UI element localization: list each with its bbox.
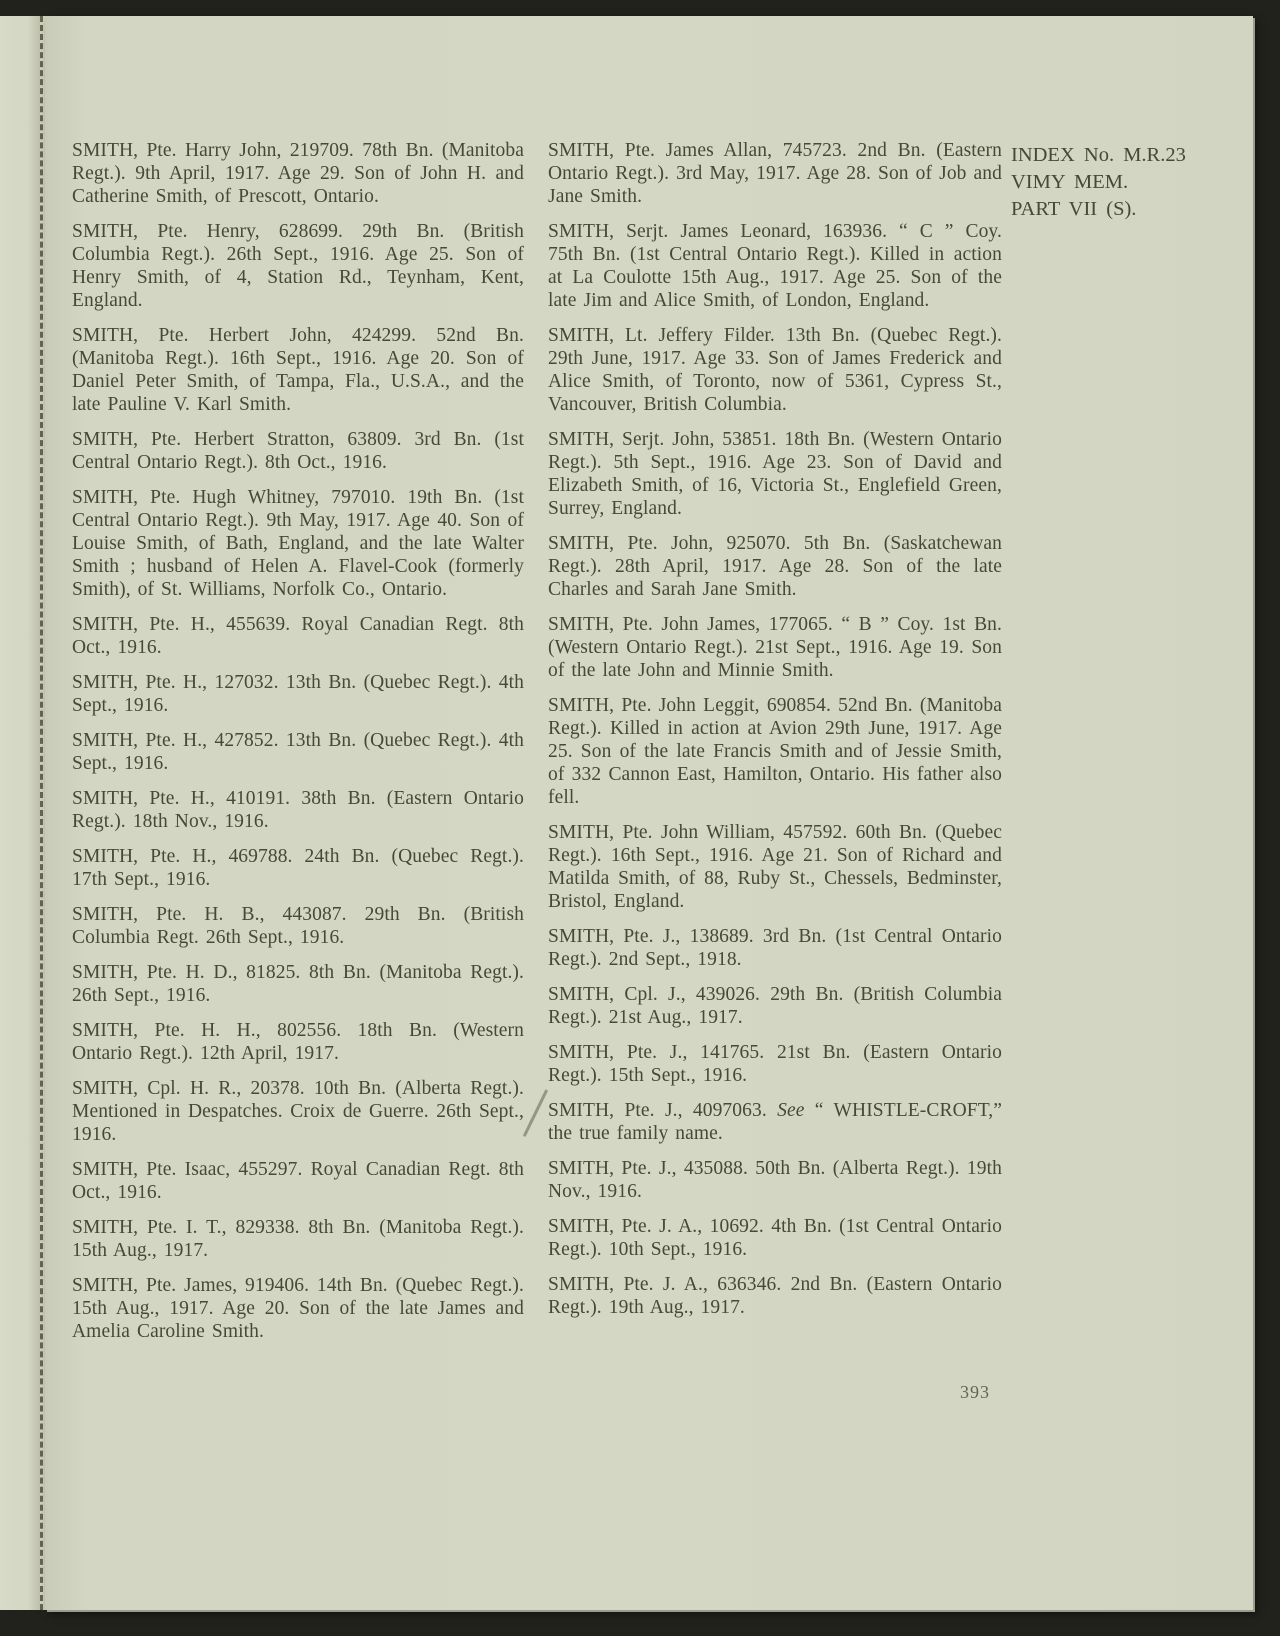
register-entry: SMITH, Lt. Jeffery Filder. 13th Bn. (Quebec Regt.). 29th June, 1917. Age 33. Son of James Frederick and Alice Smith, of Toronto, now of 5361, Cypress St., Vancouver, British Columbia. [548,325,1002,415]
register-entry: SMITH, Pte. John William, 457592. 60th Bn. (Quebec Regt.). 16th Sept., 1916. Age 21. Son of Richard and Matilda Smith, of 88, Ruby St., Chessels, Bedminster, Bristol, England. [548,822,1002,912]
entry-text-segment: SMITH, Pte. J., 4097063. [548,1100,778,1121]
memorial-name: VIMY MEM. [1011,171,1129,193]
register-entry: SMITH, Pte. H., 455639. Royal Canadian Regt. 8th Oct., 1916. [72,614,524,658]
register-entry: SMITH, Pte. Hugh Whitney, 797010. 19th Bn. (1st Central Ontario Regt.). 9th May, 1917. Age 40. Son of Louise Smith, of Bath, England, and the late Walter Smith ; husband of Helen A. Flavel-Cook (formerly Smith), of St. Williams, Norfolk Co., Ontario. [72,487,524,600]
register-entry: SMITH, Pte. J., 435088. 50th Bn. (Alberta Regt.). 19th Nov., 1916. [548,1158,1002,1202]
page-number: 393 [960,1382,990,1402]
pencil-checkmark [523,1089,548,1137]
register-entry: SMITH, Pte. Herbert Stratton, 63809. 3rd Bn. (1st Central Ontario Regt.). 8th Oct., 1916. [72,429,524,473]
index-header [1011,142,1241,223]
part-label: PART VII (S). [1011,198,1137,220]
index-number: INDEX No. M.R.23 [1011,144,1186,166]
entry-text-segment: “ WHISTLE-CROFT,” the true family name. [548,1100,1002,1144]
register-entry: SMITH, Cpl. J., 439026. 29th Bn. (British Columbia Regt.). 21st Aug., 1917. [548,984,1002,1028]
register-entry: SMITH, Pte. H. B., 443087. 29th Bn. (British Columbia Regt. 26th Sept., 1916. [72,904,524,948]
register-entry: SMITH, Pte. H., 427852. 13th Bn. (Quebec Regt.). 4th Sept., 1916. [72,730,524,774]
right-column [548,139,1002,1331]
register-entry: SMITH, Serjt. James Leonard, 163936. “ C ” Coy. 75th Bn. (1st Central Ontario Regt.). Killed in action at La Coulotte 15th Aug., 1917. Age 25. Son of the late Jim and Alice Smith, of London, England. [548,221,1002,311]
register-entry: SMITH, Pte. J. A., 10692. 4th Bn. (1st Central Ontario Regt.). 10th Sept., 1916. [548,1216,1002,1260]
register-entry: SMITH, Pte. H., 127032. 13th Bn. (Quebec Regt.). 4th Sept., 1916. [72,672,524,716]
register-entry: SMITH, Pte. J., 141765. 21st Bn. (Eastern Ontario Regt.). 15th Sept., 1916. [548,1042,1002,1086]
register-entry: SMITH, Cpl. H. R., 20378. 10th Bn. (Alberta Regt.). Mentioned in Despatches. Croix de Guerre. 26th Sept., 1916. [72,1078,524,1145]
register-page [45,16,1253,1610]
register-entry: SMITH, Pte. H., 469788. 24th Bn. (Quebec Regt.). 17th Sept., 1916. [72,846,524,890]
register-entry: SMITH, Pte. Isaac, 455297. Royal Canadian Regt. 8th Oct., 1916. [72,1159,524,1203]
register-entry: SMITH, Pte. J. A., 636346. 2nd Bn. (Eastern Ontario Regt.). 19th Aug., 1917. [548,1274,1002,1318]
register-entry: SMITH, Pte. J., 138689. 3rd Bn. (1st Central Ontario Regt.). 2nd Sept., 1918. [548,926,1002,970]
register-entry: SMITH, Pte. H. H., 802556. 18th Bn. (Western Ontario Regt.). 12th April, 1917. [72,1020,524,1064]
left-column [72,139,524,1355]
register-entry: SMITH, Pte. I. T., 829338. 8th Bn. (Manitoba Regt.). 15th Aug., 1917. [72,1217,524,1261]
register-entry: SMITH, Pte. H., 410191. 38th Bn. (Eastern Ontario Regt.). 18th Nov., 1916. [72,788,524,832]
register-entry: SMITH, Pte. John James, 177065. “ B ” Coy. 1st Bn. (Western Ontario Regt.). 21st Sept., 1916. Age 19. Son of the late John and Minnie Smith. [548,614,1002,681]
register-entry: SMITH, Serjt. John, 53851. 18th Bn. (Western Ontario Regt.). 5th Sept., 1916. Age 23. Son of David and Elizabeth Smith, of 16, Victoria St., Englefield Green, Surrey, England. [548,429,1002,519]
register-entry: SMITH, Pte. Henry, 628699. 29th Bn. (British Columbia Regt.). 26th Sept., 1916. Age 25. Son of Henry Smith, of 4, Station Rd., Teynham, Kent, England. [72,221,524,311]
register-entry [548,1099,1002,1145]
register-entry: SMITH, Pte. James Allan, 745723. 2nd Bn. (Eastern Ontario Regt.). 3rd May, 1917. Age 28. Son of Job and Jane Smith. [548,140,1002,207]
register-entry: SMITH, Pte. James, 919406. 14th Bn. (Quebec Regt.). 15th Aug., 1917. Age 20. Son of the late James and Amelia Caroline Smith. [72,1275,524,1342]
register-entry: SMITH, Pte. John Leggit, 690854. 52nd Bn. (Manitoba Regt.). Killed in action at Avion 29th June, 1917. Age 25. Son of the late Francis Smith and of Jessie Smith, of 332 Cannon East, Hamilton, Ontario. His father also fell. [548,695,1002,808]
register-entry: SMITH, Pte. H. D., 81825. 8th Bn. (Manitoba Regt.). 26th Sept., 1916. [72,962,524,1006]
register-entry: SMITH, Pte. Herbert John, 424299. 52nd Bn. (Manitoba Regt.). 16th Sept., 1916. Age 20. Son of Daniel Peter Smith, of Tampa, Fla., U.S.A., and the late Pauline V. Karl Smith. [72,325,524,415]
facing-page-edge [0,16,40,1610]
entry-text-segment: See [777,1100,805,1121]
register-entry: SMITH, Pte. Harry John, 219709. 78th Bn. (Manitoba Regt.). 9th April, 1917. Age 29. Son of John H. and Catherine Smith, of Prescott, Ontario. [72,140,524,207]
register-entry: SMITH, Pte. John, 925070. 5th Bn. (Saskatchewan Regt.). 28th April, 1917. Age 28. Son of the late Charles and Sarah Jane Smith. [548,533,1002,600]
